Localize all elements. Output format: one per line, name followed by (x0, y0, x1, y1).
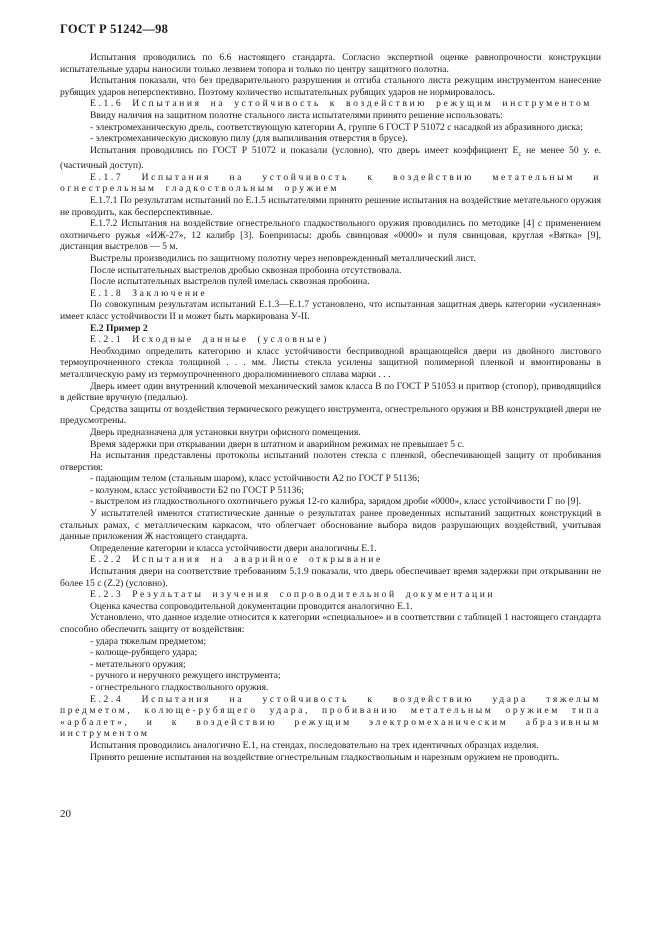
list-item: - электромеханическую дрель, соответствующую категории А, группе 6 ГОСТ Р 51072 с насадкой из абразивного диска; (90, 121, 583, 133)
paragraph: Выстрелы производились по защитному полотну через неповрежденный металлический лист. (90, 253, 476, 264)
list-item: - колуном, класс устойчивости Б2 по ГОСТ Р 51136; (90, 484, 304, 496)
section-heading: Е.2.2 Испытания на аварийное открывание (90, 554, 383, 566)
paragraph: После испытательных выстрелов дробью сквозная пробоина отсутствовала. (90, 264, 402, 276)
paragraph: Средства защиты от воздействия термического режущего инструмента, огнестрельного оружия и ВВ конструкцией двери не предусмотрены. (60, 403, 601, 427)
document-body (60, 52, 601, 763)
paragraph: Испытания двери на соответствие требованиям 5.1.9 показали, что дверь обеспечивает время задержки при открывании не более 15 с (Z.2) (условно). (60, 566, 601, 589)
paragraph: Дверь предназначена для установки внутри офисного помещения. (90, 426, 361, 438)
page-number: 20 (60, 808, 71, 820)
paragraph: Дверь имеет один внутренний ключевой механический замок класса В по ГОСТ Р 51053 и притвор (стопор), приводящийся в действие вручную (педалью). (60, 380, 601, 404)
list-item: - колюще-рубящего удара; (90, 647, 198, 659)
list-item: - огнестрельного гладкоствольного оружия. (90, 681, 269, 693)
section-heading: Е.1.7 Испытания на устойчивость к воздействию метательным и огнестрельным гладкоствольным оружием (60, 171, 601, 195)
paragraph: Испытания показали, что без предварительного разрушения и отгиба стального листа режущим инструментом нанесение рубящих ударов неперспективно. Поэтому количество испытательных рубящих ударов не нормировалось. (60, 75, 601, 98)
paragraph (60, 145, 601, 172)
paragraph: Необходимо определить категорию и класс устойчивости бесприводной вращающейся двери из двойного листового термоупрочненного стекла толщиной . . . мм. Листы стекла усилены защитной полимерной пленкой и вмонтированы в металлическую раму из термоупрочненного дюралюминиевого сплава марки . . . (60, 345, 601, 380)
section-heading: Е.2.3 Результаты изучения сопроводительной документации (90, 589, 496, 601)
paragraph: Установлено, что данное изделие относится к категории «специальное» и в соответствии с таблицей 1 настоящего стандарта способно обеспечить защиту от воздействия: (60, 612, 601, 635)
list-item: - ручного и неручного режущего инструмента; (90, 670, 281, 682)
list-item: - удара тяжелым предметом; (90, 635, 207, 647)
paragraph-text: не менее 50 у. е. (частичный доступ). (60, 144, 601, 172)
paragraph: Время задержки при открывании двери в штатном и аварийном режимах не превышает 5 с. (90, 438, 465, 450)
paragraph: Испытания проводились по 6.6 настоящего стандарта. Согласно экспертной оценке равнопрочности конструкции испытательные удары наносили только лезвием топора и только по центру защитного полотна. (60, 52, 601, 75)
paragraph: По совокупным результатам испытаний Е.1.3—Е.1.7 установлено, что испытанная защитная дверь категории «усиленная» имеет класс устойчивости II и может быть маркирована У-II. (60, 299, 601, 322)
paragraph: Е.1.7.1 По результатам испытаний по Е.1.5 испытателями принято решение испытания на воздействие метательного оружия не проводить, как бесперспективные. (60, 195, 601, 218)
list-item: - метательного оружия; (90, 658, 186, 670)
paragraph-text: Испытания проводились по ГОСТ Р 51072 и показали (условно), что дверь имеет коэффициент Е (90, 144, 519, 156)
page-header: ГОСТ Р 51242—98 (60, 22, 169, 36)
paragraph: Принято решение испытания на воздействие огнестрельным гладкоствольным и нарезным оружием не проводить. (90, 751, 560, 763)
section-heading: Е.2.1 Исходные данные (условные) (90, 334, 329, 346)
list-item: - электромеханическую дисковую пилу (для выпиливания отверстия в брусе). (90, 133, 408, 145)
paragraph: После испытательных выстрелов пулей имелась сквозная пробоина. (90, 276, 370, 288)
subscript: с (518, 149, 522, 158)
section-heading: Е.1.8 Заключение (90, 287, 208, 299)
list-item: - выстрелом из гладкоствольного охотничьего ружья 12-го калибра, зарядом дроби «0000», класс устойчивости Г по [9]. (90, 496, 582, 508)
paragraph: Испытания проводились аналогично Е.1, на стендах, последовательно на трех идентичных образцах изделия. (90, 739, 539, 751)
paragraph: На испытания представлены протоколы испытаний полотен стекла с пленкой, обеспечивающей защиту от пробивания отверстия: (60, 450, 601, 473)
section-heading: Е.1.6 Испытания на устойчивость к воздействию режущим инструментом (90, 98, 592, 110)
example-heading: Е.2 Пример 2 (90, 322, 148, 334)
paragraph: Определение категории и класса устойчивости двери аналогичны Е.1. (90, 542, 377, 554)
paragraph: Ввиду наличия на защитном полотне стального листа испытателями принято решение использовать: (90, 109, 503, 121)
paragraph: Оценка качества сопроводительной документации проводится аналогично Е.1. (90, 600, 413, 612)
section-heading: Е.2.4 Испытания на устойчивость к воздействию удара тяжелым предметом, колюще-рубящего удара, пробиванию метательным оружием типа «арбалет», и к воздействию режущим электромеханическим абразивным инструментом (60, 693, 601, 740)
list-item: - падающим телом (стальным шаром), класс устойчивости А2 по ГОСТ Р 51136; (90, 473, 420, 485)
paragraph: Е.1.7.2 Испытания на воздействие огнестрельного гладкоствольного оружия проводились по методике [4] с применением охотничьего ружья «ИЖ-27», 12 калибр [3]. Боеприпасы: дробь свинцовая «0000» и пуля свинцовая, круглая «Вятка» [9], дистанция выстрелов — 5 м. (60, 218, 601, 253)
paragraph: У испытателей имеются статистические данные о результатах ранее проведенных испытаний защитных конструкций в стальных рамах, с металлическим каркасом, что облегчает обоснование выбора видов разрушающих воздействий, учитывая данные приложения Ж настоящего стандарта. (60, 508, 601, 543)
